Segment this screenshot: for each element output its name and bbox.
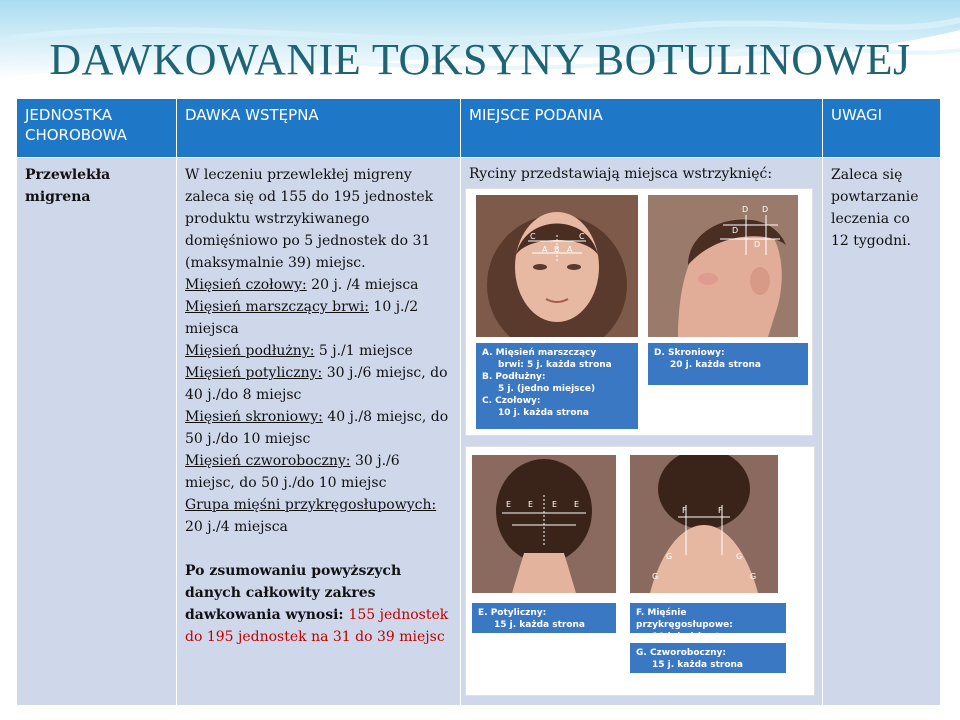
legend-label: E. Potyliczny: xyxy=(478,608,547,618)
neck-back-illustration xyxy=(630,455,778,593)
point-label-d: D xyxy=(742,205,749,214)
point-label-a: A xyxy=(567,245,573,254)
header-notes: UWAGI xyxy=(823,99,941,158)
muscle-item xyxy=(185,362,452,406)
cell-injection-site xyxy=(461,158,823,706)
muscle-dose: 5 j./1 miejsce xyxy=(314,343,413,359)
header-site: MIEJSCE PODANIA xyxy=(461,99,823,158)
point-label-c: C xyxy=(579,232,585,241)
muscle-name: Mięsień potyliczny: xyxy=(185,365,323,381)
header-dose: DAWKA WSTĘPNA xyxy=(177,99,461,158)
point-label-g: G xyxy=(750,572,757,581)
muscle-dose: 20 j./4 miejsca xyxy=(185,519,288,535)
legend-label: G. Czworoboczny: xyxy=(636,648,726,658)
muscle-name: Grupa mięśni przykręgosłupowych: xyxy=(185,497,437,513)
muscle-name: Mięsień skroniowy: xyxy=(185,409,323,425)
muscle-name: Mięsień czołowy: xyxy=(185,277,307,293)
muscle-dose: 30 j./6 miejsc, do 40 j./do 8 miejsc xyxy=(185,365,448,403)
dose-intro: W leczeniu przewlekłej migreny zaleca się od 155 do 195 jednostek produktu wstrzykiwanego domięśniowo po 5 jednostek do 31 (maksymalnie 39) miejsc. xyxy=(185,167,434,271)
figure-head-back-injection-sites xyxy=(465,446,815,696)
summary-text: Po zsumowaniu powyższych danych całkowity zakres dawkowania wynosi: xyxy=(185,563,402,623)
legend-front-face xyxy=(476,343,638,429)
muscle-item xyxy=(185,296,452,340)
legend-occipital xyxy=(472,603,616,633)
summary-range: 155 jednostek do 195 jednostek na 31 do 39 miejsc xyxy=(185,607,449,645)
point-label-g: G xyxy=(652,572,659,581)
point-label-e: E xyxy=(506,500,512,509)
face-front-illustration xyxy=(476,195,638,337)
muscle-name: Mięsień marszczący brwi: xyxy=(185,299,369,315)
point-label-a: A xyxy=(542,245,548,254)
muscle-item xyxy=(185,494,452,538)
legend-value: 20 j. każda strona xyxy=(670,360,762,370)
point-label-f: F xyxy=(682,506,687,515)
point-label-g: G xyxy=(666,552,673,561)
point-label-e: E xyxy=(552,500,558,509)
muscle-name: Mięsień czworoboczny: xyxy=(185,453,351,469)
table-row xyxy=(17,158,941,706)
face-side-illustration xyxy=(648,195,798,337)
legend-value: brwi: 5 j. każda strona xyxy=(498,360,612,370)
point-label-g: G xyxy=(736,552,743,561)
legend-label: D. Skroniowy: xyxy=(654,348,725,358)
legend-label: A. Mięsień marszczący xyxy=(482,348,597,358)
muscle-item xyxy=(185,450,452,494)
legend-label: C. Czołowy: xyxy=(482,396,541,406)
muscle-dose: 40 j./8 miejsc, do 50 j./do 10 miejsc xyxy=(185,409,449,447)
legend-paraspinal xyxy=(630,603,786,642)
legend-value: 10 j. każda strona xyxy=(652,632,744,642)
cell-notes: Zaleca się powtarzanie leczenia co 12 tygodni. xyxy=(823,158,941,706)
legend-side-face xyxy=(648,343,808,385)
head-back-illustration xyxy=(472,455,616,593)
legend-value: 5 j. (jedno miejsce) xyxy=(498,384,596,394)
page-title: DAWKOWANIE TOKSYNY BOTULINOWEJ xyxy=(49,35,911,84)
point-label-d: D xyxy=(754,240,761,249)
header-unit: JEDNOSTKA CHOROBOWA xyxy=(17,99,177,158)
legend-value: 10 j. każda strona xyxy=(498,408,590,418)
site-intro: Ryciny przedstawiają miejsca wstrzyknięć: xyxy=(469,166,773,182)
point-label-e: E xyxy=(528,500,534,509)
point-label-d: D xyxy=(762,205,769,214)
muscle-dose: 30 j./6 miejsc, do 50 j./do 10 miejsc xyxy=(185,453,400,491)
legend-trapezius xyxy=(630,643,786,673)
muscle-item xyxy=(185,274,452,296)
muscle-item xyxy=(185,340,452,362)
dose-summary xyxy=(185,560,452,648)
muscle-item xyxy=(185,406,452,450)
point-label-c: C xyxy=(530,232,536,241)
legend-value: 15 j. każda strona xyxy=(494,620,586,630)
muscle-list xyxy=(185,274,452,538)
legend-label: B. Podłużny: xyxy=(482,372,546,382)
dosage-table xyxy=(16,98,941,706)
table-header-row xyxy=(17,99,941,158)
point-label-e: E xyxy=(574,500,580,509)
muscle-dose: 10 j./2 miejsca xyxy=(185,299,419,337)
cell-disease-unit: Przewlekła migrena xyxy=(17,158,177,706)
figure-face-injection-sites xyxy=(465,188,813,436)
point-label-b: B xyxy=(554,245,560,254)
cell-initial-dose xyxy=(177,158,461,706)
point-label-f: F xyxy=(718,506,723,515)
legend-label: F. Mięśnie przykręgosłupowe: xyxy=(636,608,733,630)
muscle-dose: 20 j. /4 miejsca xyxy=(306,277,419,293)
legend-value: 15 j. każda strona xyxy=(652,660,744,670)
muscle-name: Mięsień podłużny: xyxy=(185,343,315,359)
point-label-d: D xyxy=(732,226,739,235)
